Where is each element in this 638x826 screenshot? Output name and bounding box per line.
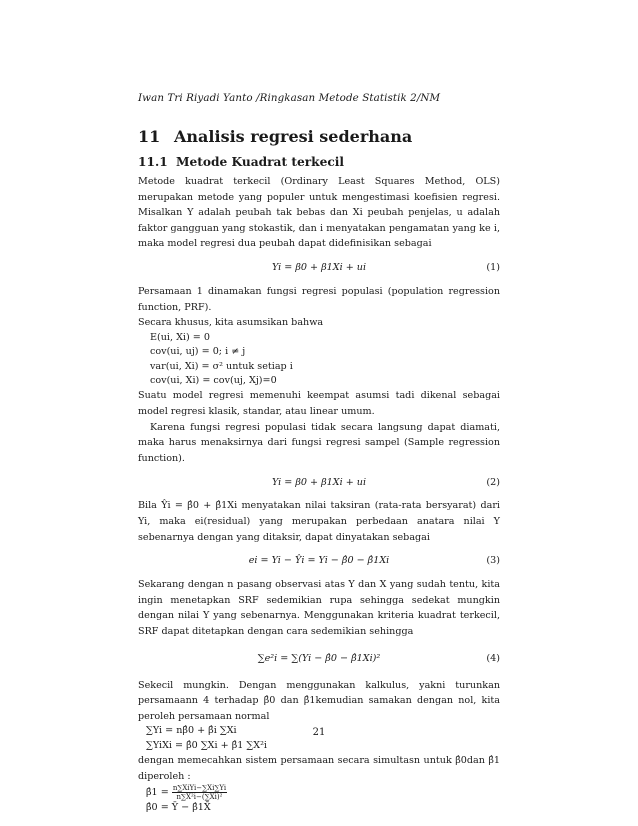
assumption-item: E(ui, Xi) = 0 [150, 331, 210, 343]
beta0-formula: β̂0 = Ȳ − β̂1X̄ [146, 802, 211, 814]
paragraph-normal-eq: Sekecil mungkin. Dengan menggunakan kalkulus, yakni turunkan persamaann 4 terhadap β̂0 dan β̂1kemudian samakan dengan nol, kita peroleh persamaan normal [138, 679, 500, 722]
assumption-item: cov(ui, uj) = 0; i ≠ j [150, 346, 246, 358]
body-text [138, 174, 500, 816]
paragraph-residual: Bila Ŷi = β̂0 + β̂1Xi menyatakan nilai taksiran (rata-rata bersyarat) dari Yi, maka ei(residual) yang merupakan perbedaan anatara nilai Y sebenarnya dengan yang ditaksir, dapat dinyatakan sebagai [138, 500, 500, 543]
beta1-fraction [172, 784, 227, 801]
beta1-numerator: n∑XiYi−∑Xi∑Yi [172, 784, 227, 793]
equation-4 [138, 646, 500, 672]
beta1-formula [146, 784, 500, 801]
paragraph-intro: Metode kuadrat terkecil (Ordinary Least Squares Method, OLS) merupakan metode yang populer untuk mengestimasi koefisien regresi. Misalkan Y adalah peubah tak bebas dan Xi peubah penjelas, u adalah faktor gangguan yang stokastik, dan i menyatakan pengamatan yang ke i, maka model regresi dua peubah dapat didefinisikan sebagai [138, 176, 500, 250]
equation-2-label: (2) [486, 476, 500, 488]
equation-1 [138, 258, 500, 278]
running-header: Iwan Tri Riyadi Yanto /Ringkasan Metode Statistik 2/NM [138, 92, 441, 104]
equation-3-expression: ei = Yi − Ŷi = Yi − β̂0 − β̂1Xi [248, 555, 390, 567]
equation-3 [138, 551, 500, 571]
section-heading [138, 127, 412, 146]
assumption-list [138, 331, 500, 389]
subsection-title: Metode Kuadrat terkecil [176, 155, 345, 169]
equation-4-label: (4) [486, 652, 500, 664]
subsection-number: 11.1 [138, 155, 168, 169]
normal-equation: ∑Yi = nβ̂0 + β̂i ∑Xi [146, 725, 237, 737]
assumption-item: var(ui, Xi) = σ² untuk setiap i [150, 360, 293, 372]
solution-formulas [138, 784, 500, 815]
paragraph-classic-model: Suatu model regresi memenuhi keempat asumsi tadi dikenal sebagai model regresi klasik, standar, atau linear umum. [138, 390, 500, 417]
paragraph-assume-intro: Secara khusus, kita asumsikan bahwa [138, 317, 324, 329]
normal-equation: ∑YiXi = β̂0 ∑Xi + β̂1 ∑X²i [146, 739, 267, 751]
equation-4-expression: ∑e²i = ∑(Yi − β̂0 − β̂1Xi)² [257, 652, 381, 664]
assumption-item: cov(ui, Xi) = cov(uj, Xj)=0 [150, 374, 277, 386]
equation-2 [138, 472, 500, 492]
equation-3-label: (3) [486, 555, 500, 567]
subsection-heading [138, 155, 344, 169]
page-number: 21 [312, 727, 326, 738]
equation-1-expression: Yi = β0 + β1Xi + ui [271, 262, 367, 274]
section-number: 11 [138, 127, 161, 146]
paragraph-least-squares: Sekarang dengan n pasang observasi atas Y dan X yang sudah tentu, kita ingin menetapkan SRF sedemikian rupa sehingga sedekat mungkin dengan nilai Y yang sebenarnya. Menggunakan kriteria kuadrat terkecil, SRF dapat ditetapkan dengan cara sedemikian sehingga [138, 579, 500, 637]
equation-1-label: (1) [486, 262, 500, 274]
beta1-lhs: β̂1 = [146, 787, 169, 799]
equation-2-expression: Yi = β0 + β1Xi + ui [271, 476, 367, 488]
beta1-denominator: n∑X²i−(∑Xi)² [176, 793, 223, 802]
paragraph-solution-intro: dengan memecahkan sistem persamaan secara simultasn untuk β̂0dan β̂1 diperoleh : [138, 755, 500, 782]
paragraph-srf: Karena fungsi regresi populasi tidak secara langsung dapat diamati, maka harus menaksirnya dari fungsi regresi sampel (Sample regression function). [138, 421, 500, 464]
section-title: Analisis regresi sederhana [174, 127, 413, 146]
paragraph-prf: Persamaan 1 dinamakan fungsi regresi populasi (population regression function, PRF). [138, 285, 500, 313]
